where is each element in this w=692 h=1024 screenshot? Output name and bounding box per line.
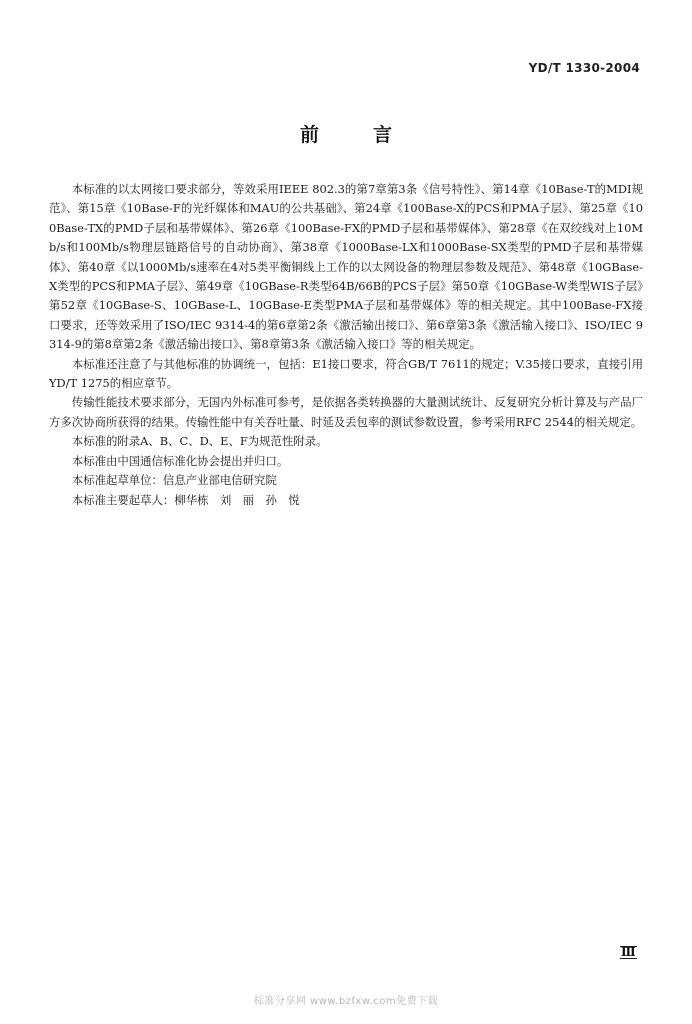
paragraph-transmission-performance: 传输性能技术要求部分，无国内外标准可参考，是依据各类转换器的大量测试统计、反复研究分析计算及与产品厂方多次协商所获得的结果。传输性能中有关吞吐量、时延及丢包率的测试参数设置，参考采用RFC 2544的相关规定。 — [49, 395, 643, 429]
paragraph-drafters: 本标准主要起草人：柳华栋 刘 丽 孙 悦 — [71, 492, 300, 507]
watermark-text: 标准分享网 www.bzfxw.com免费下载 — [253, 996, 439, 1007]
paragraph-proposed-by: 本标准由中国通信标准化协会提出并归口。 — [71, 453, 289, 468]
paragraph-standards-coordination: 本标准还注意了与其他标准的协调统一，包括：E1接口要求，符合GB/T 7611的规定；V.35接口要求，直接引用YD/T 1275的相应章节。 — [49, 356, 643, 391]
paragraph-drafting-unit: 本标准起草单位：信息产业部电信研究院 — [71, 473, 277, 488]
paragraph-ethernet-interface: 本标准的以太网接口要求部分，等效采用IEEE 802.3的第7章第3条《信号特性》、第14章《10Base-T的MDI规范》、第15章《10Base-F的光纤媒体和MAU的公共基础》、第24章《100Base-X的PCS和PMA子层》、第25章《100Base-TX的PMD子层和基带媒体》、第26章《100Base-FX的PMD子层和基带媒体》、第28章《在双绞线对上10Mb/s和100Mb/s物理层链路信号的自动协商》、第38章《1000Base-LX和1000Base-SX类型的PMD子层和基带媒体》、第40章《以1000Mb/s速率在4对5类平衡铜线上工作的以太网设备的物理层参数及规范》、第48章《10GBase-X类型的PCS和PMA子层》、第49章《10GBase-R类型64B/66B的PCS子层》第50章《10GBase-W类型WIS子层》第52章《10GBase-S、10GBase-L、10GBase-E类型PMA子层和基带媒体》等的相关规定。其中100Base-FX接口要求，还等效采用了ISO/IEC 9314-4的第6章第2条《激活输出接口》、第6章第3条《激活输入接口》、ISO/IEC 9314-9的第8章第2条《激活输出接口》、第8章第3条《激活输入接口》等的相关规定。 — [49, 182, 643, 352]
paragraph-annexes: 本标准的附录A、B、C、D、E、F为规范性附录。 — [71, 434, 328, 449]
page-title: 前言 — [299, 124, 446, 146]
foreword-body — [49, 180, 643, 510]
standard-number: YD/T 1330-2004 — [528, 61, 640, 75]
page-number: Ⅲ — [621, 945, 636, 959]
